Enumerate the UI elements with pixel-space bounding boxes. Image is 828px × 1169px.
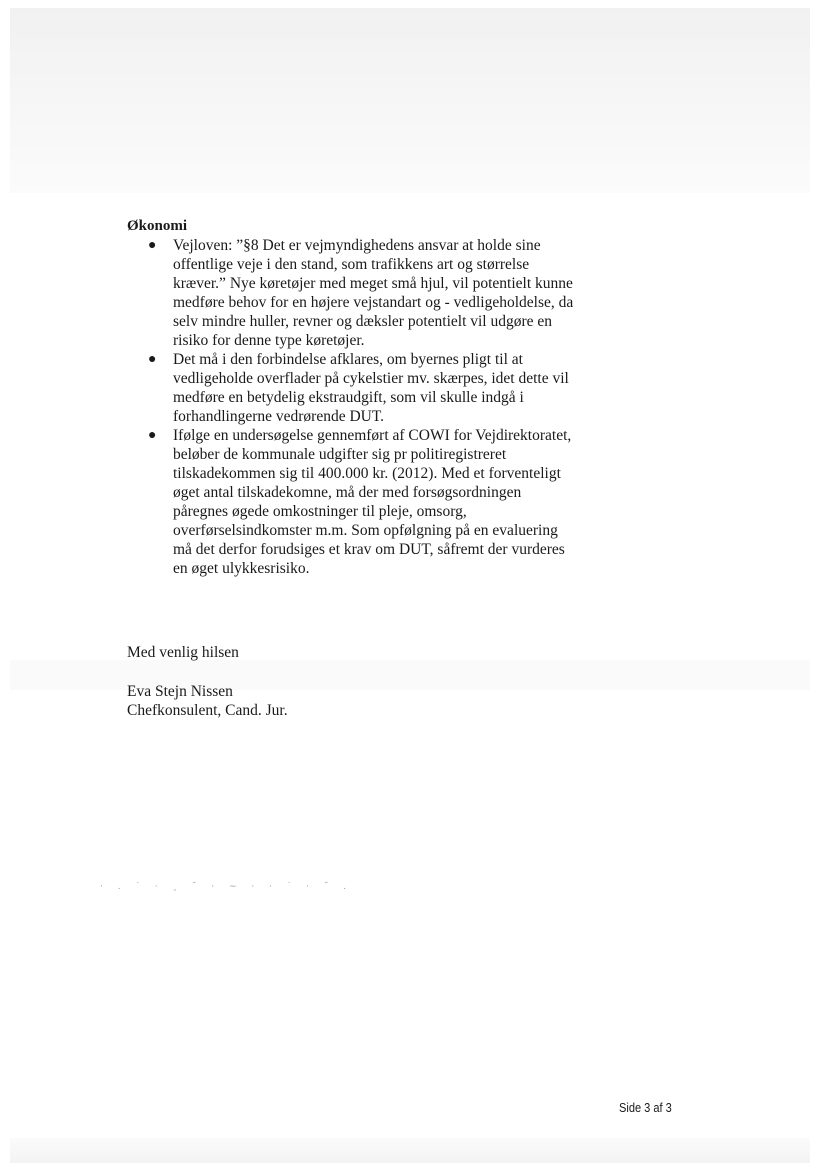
signer-name: Eva Stejn Nissen [127, 683, 233, 700]
scan-artifact: · . ˙ · ¸ ˘ · ~ · · ˙ · ˘ . [100, 882, 353, 892]
list-item [140, 236, 580, 350]
list-item-text: Det må i den forbindelse afklares, om byernes pligt til at vedligeholde overflader på cykelstier mv. skærpes, idet dette vil medføre en betydelig ekstraudgift, som vil skulle indgå i forhandlingerne vedrørende DUT. [173, 351, 569, 425]
bullet-icon: ● [148, 428, 157, 443]
list-item-text: Ifølge en undersøgelse gennemført af COWI for Vejdirektoratet, beløber de kommunale udgifter sig pr politiregistreret tilskadekommen sig til 400.000 kr. (2012). Med et forventeligt øget antal tilskadekomne, må der med forsøgsordningen påregnes øgede omkostninger til pleje, omsorg, overførselsindkomster m.m. Som opfølgning på en evaluering må det derfor forudsiges et krav om DUT, såfremt der vurderes en øget ulykkesrisiko. [173, 427, 572, 577]
bullet-icon: ● [148, 238, 157, 253]
signer-title: Chefkonsulent, Cand. Jur. [127, 702, 288, 719]
list-item [140, 426, 580, 578]
page-number: Side 3 af 3 [619, 1100, 672, 1115]
scan-shadow-top [10, 8, 810, 193]
scan-shadow-bottom [10, 1138, 810, 1163]
bullet-list [140, 236, 580, 578]
greeting: Med venlig hilsen [127, 644, 239, 661]
bullet-icon: ● [148, 352, 157, 367]
section-heading: Økonomi [127, 218, 188, 234]
list-item-text: Vejloven: ”§8 Det er vejmyndighedens ansvar at holde sine offentlige veje i den stand, som trafikkens art og størrelse kræver.” Nye køretøjer med meget små hjul, vil potentielt kunne medføre behov for en højere vejstandart og - vedligeholdelse, da selv mindre huller, revner og dæksler potentielt vil udgøre en risiko for denne type køretøjer. [173, 237, 574, 349]
list-item [140, 350, 580, 426]
